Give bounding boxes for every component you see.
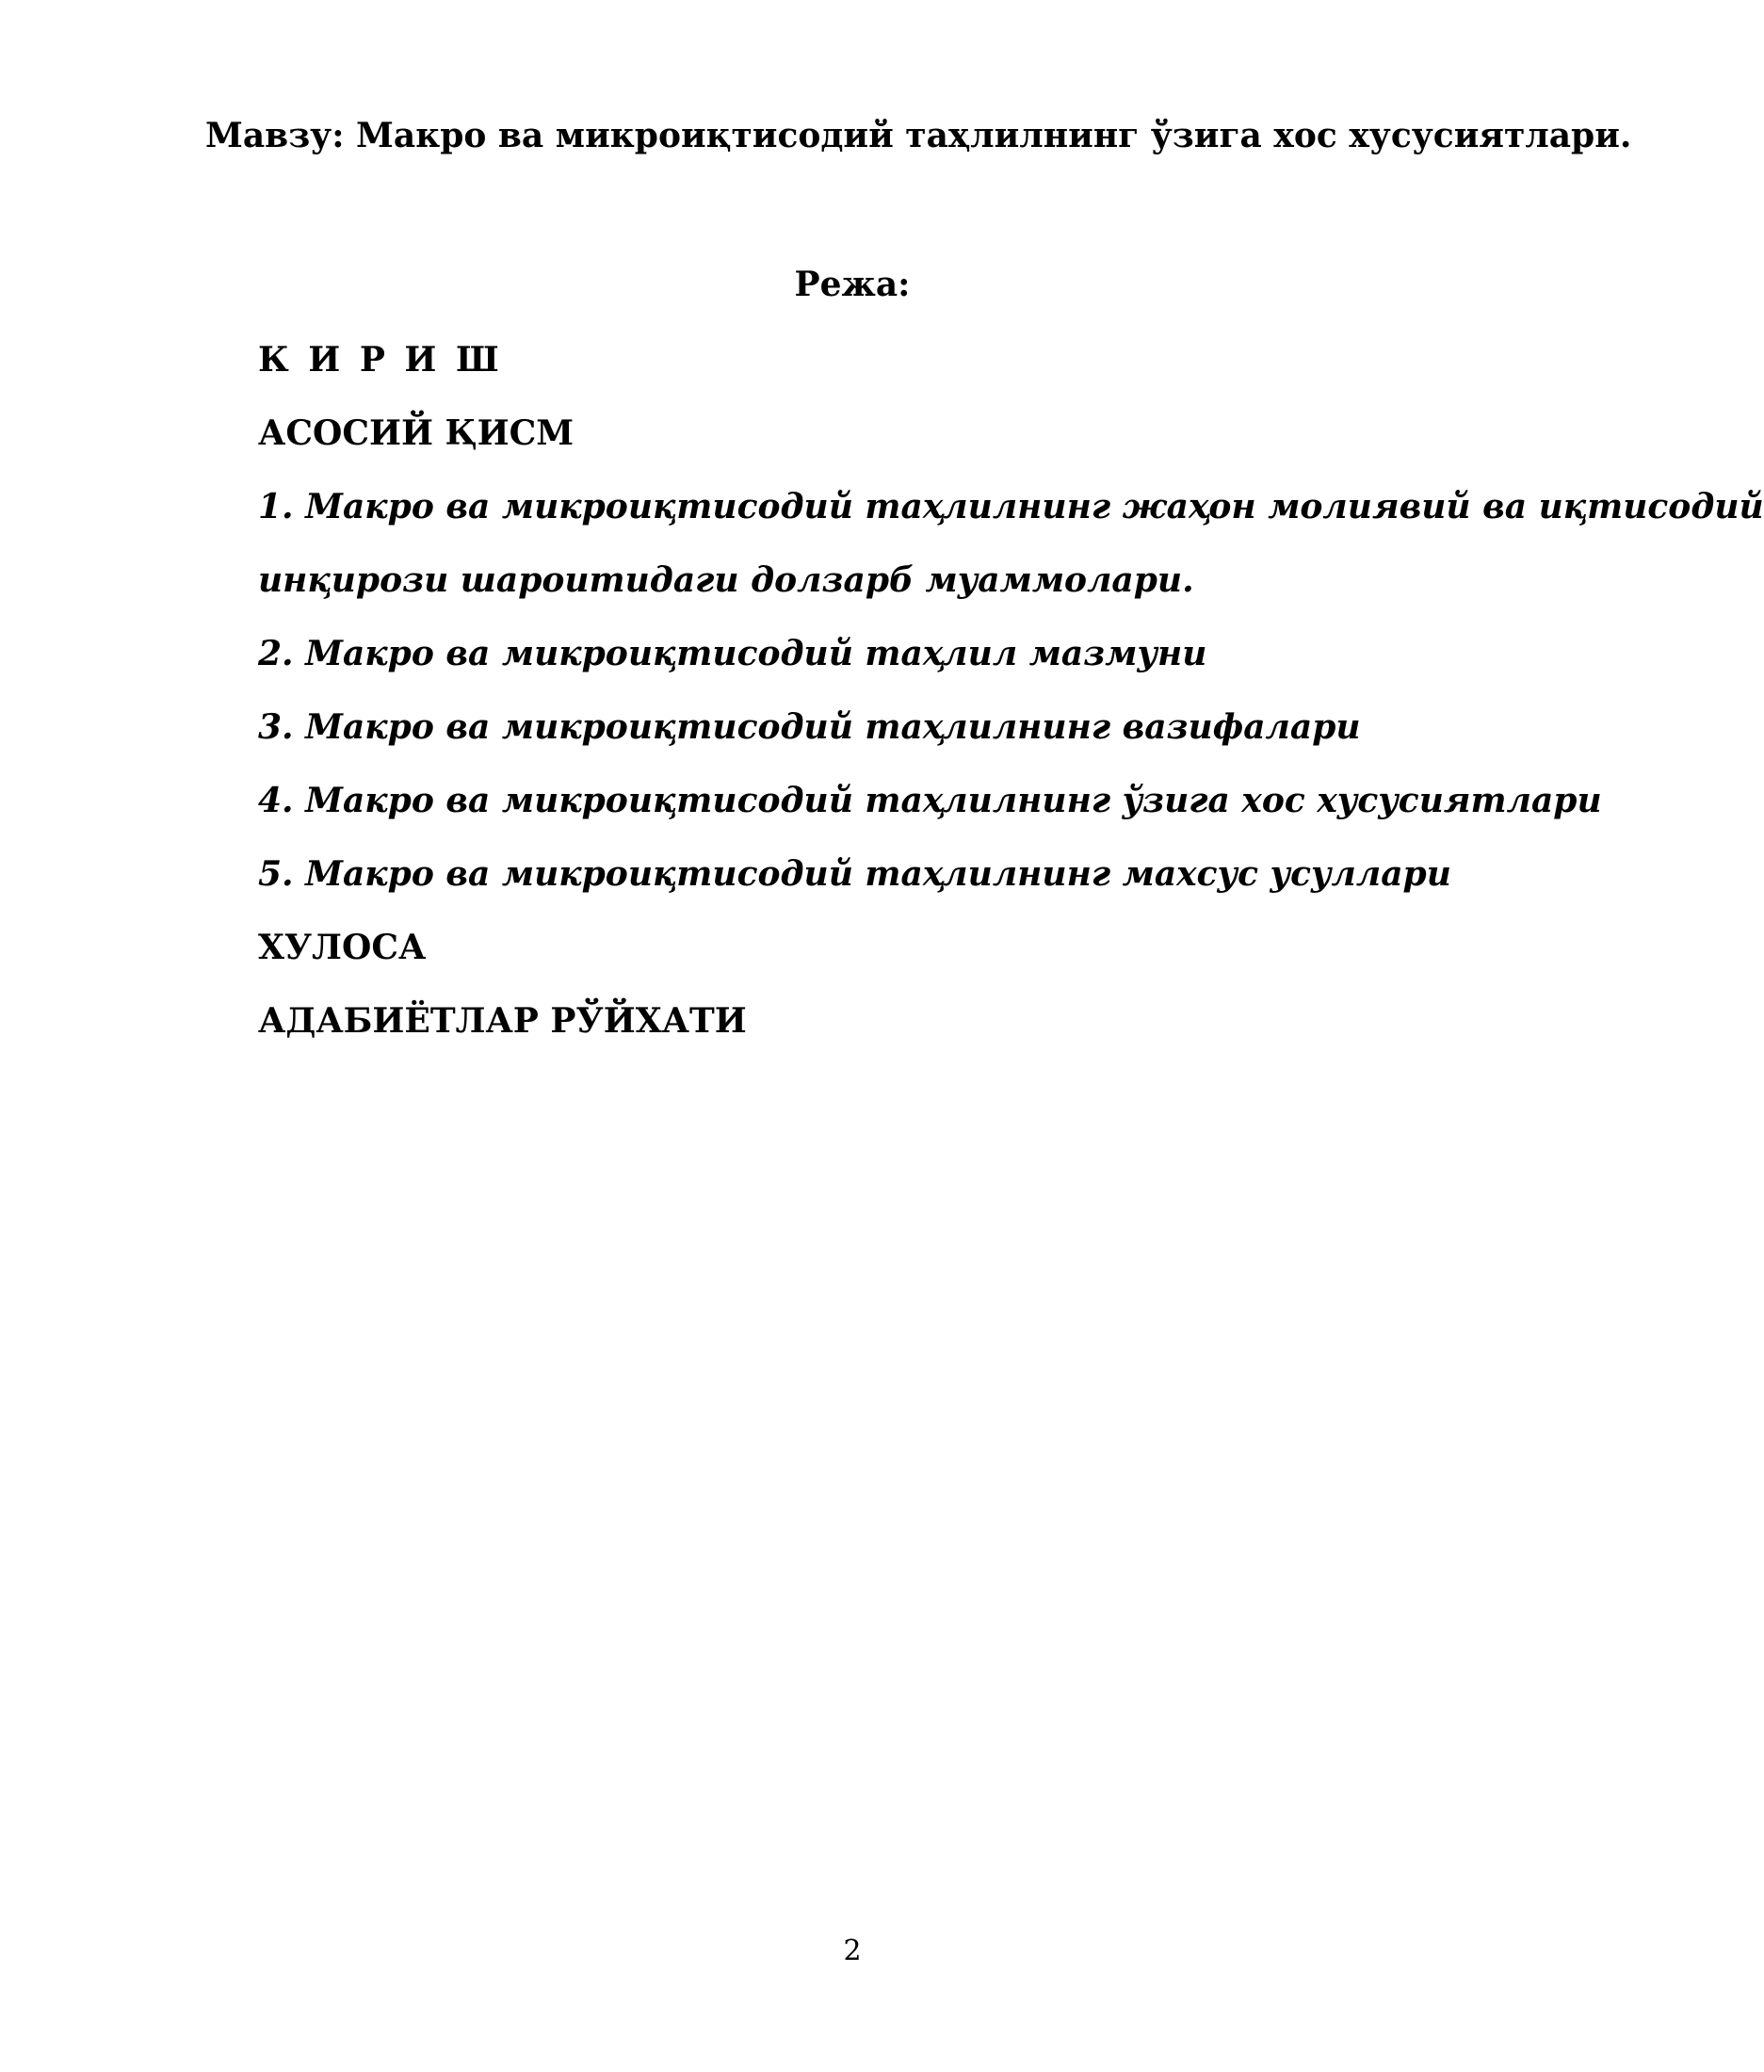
section-introduction: К И Р И Ш (258, 340, 503, 380)
plan-item-4: 4. Макро ва микроиқтисодий таҳлилнинг ўзига хос хусусиятлари (258, 781, 1602, 820)
plan-item-2: 2. Макро ва микроиқтисодий таҳлил мазмуни (258, 634, 1207, 673)
plan-item-5: 5. Макро ва микроиқтисодий таҳлилнинг махсус усуллари (258, 854, 1451, 894)
page-number: 2 (843, 1934, 862, 1967)
plan-heading: Режа: (794, 265, 911, 304)
document-title: Мавзу: Макро ва микроиқтисодий таҳлилнинг ўзига хос хусусиятлари. (205, 116, 1632, 155)
plan-item-1-line-1: 1. Макро ва микроиқтисодий таҳлилнинг жаҳон молиявий ва иқтисодий (258, 487, 1764, 526)
section-references: АДАБИЁТЛАР РЎЙХАТИ (258, 1001, 747, 1041)
section-main-part: АСОСИЙ ҚИСМ (258, 413, 575, 453)
plan-item-3: 3. Макро ва микроиқтисодий таҳлилнинг вазифалари (258, 707, 1361, 747)
section-conclusion: ХУЛОСА (258, 928, 427, 967)
plan-item-1-line-2: инқирози шароитидаги долзарб муаммолари. (258, 560, 1194, 600)
